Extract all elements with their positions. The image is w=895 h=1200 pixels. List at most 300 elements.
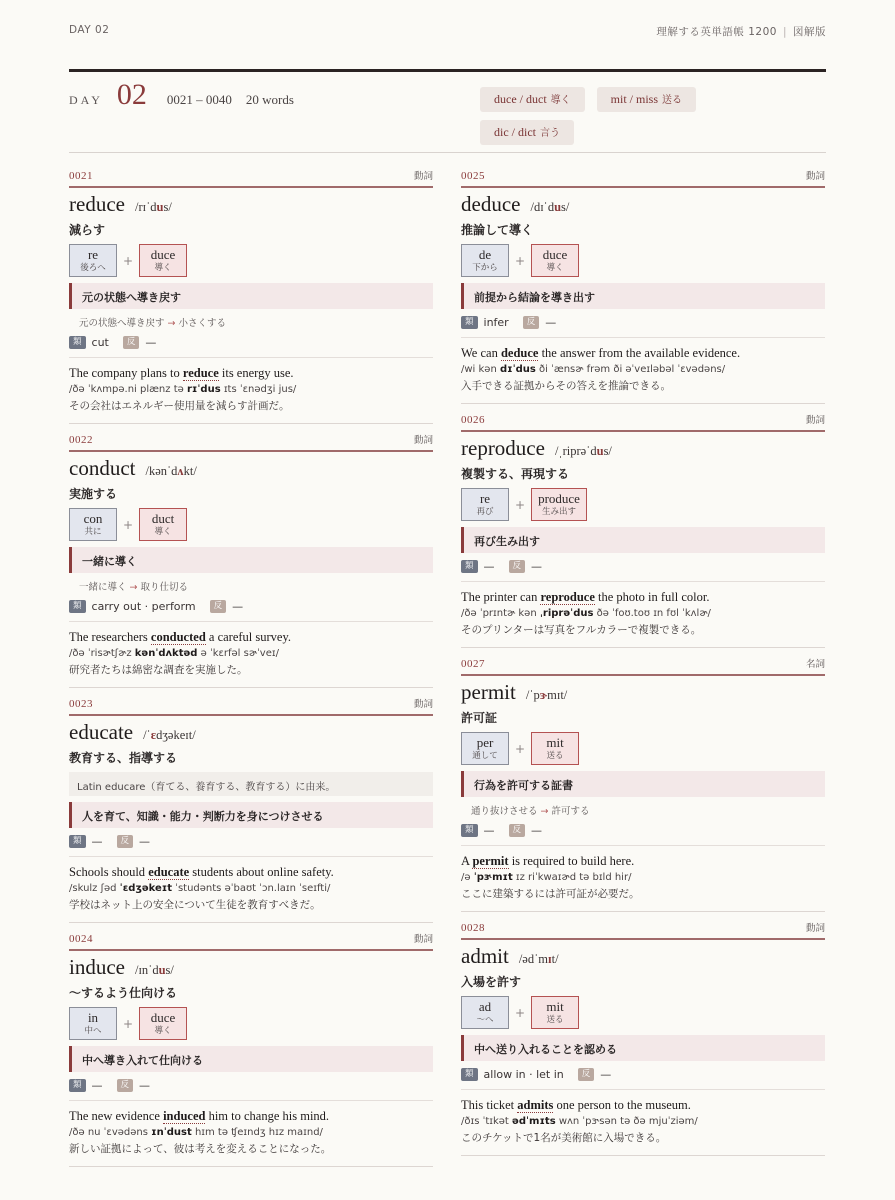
example-post: the answer from the available evidence. [538,346,741,360]
pronunciation [135,963,174,978]
antonym-tag: 反 [578,1068,595,1081]
pronunciation [519,952,559,967]
example-ipa-pre: /ə [461,872,474,883]
word-entry [461,912,825,1156]
example-pre: The printer can [461,590,541,604]
derivation-step: 取り仕切る [140,582,189,593]
pronunciation-post: s/ [165,963,174,977]
antonyms: — [531,824,543,837]
morpheme-breakdown [461,244,825,277]
headword: reproduce [461,436,545,460]
derivation-step: 通り抜けさせる [471,806,538,817]
pronunciation-post: kt/ [183,464,197,478]
example-pronunciation [461,608,825,619]
pronunciation [145,464,196,479]
root-chip-meaning: 導く [550,95,571,106]
example [69,1101,433,1166]
entry-number: 0022 [69,434,93,446]
example-ipa-post: ði ˈænsɚ frəm ði əˈveɪləbəl ˈɛvədəns/ [535,364,726,375]
synonyms: — [483,560,495,573]
morpheme-gloss: 生み出す [541,507,576,517]
pronunciation-stress: ɝ [539,688,548,702]
pronunciation-stress: u [596,444,604,458]
synonym-tag: 類 [69,600,86,613]
root-chip[interactable] [597,87,696,112]
example-post: the photo in full color. [594,590,710,604]
entry-header [69,688,433,716]
entry-number: 0023 [69,698,93,710]
antonym-tag: 反 [117,835,134,848]
example-ipa-pre: /skulz ʃəd [69,883,120,894]
example-pronunciation [69,883,433,894]
word-entry [69,923,433,1167]
synonym-tag: 類 [461,824,478,837]
example-ipa-pre: /ðə nu ˈɛvədəns [69,1127,152,1138]
meaning: 教育する、指導する [69,751,178,765]
plus-sign: + [515,497,526,512]
antonym-tag: 反 [523,316,540,329]
root-chips [480,87,780,145]
example-ipa-stress: dɪˈdus [499,364,536,375]
pronunciation-pre: /ˌriprəˈd [554,444,597,458]
antonyms: — [139,835,151,848]
pronunciation [530,200,569,215]
morpheme-breakdown [69,244,433,277]
core-meaning-bar: 中へ導き入れて仕向ける [69,1046,433,1072]
example-highlight: conducted [150,630,206,644]
morpheme-breakdown [461,732,825,765]
synonym-tag: 類 [69,835,86,848]
headword-line [69,456,433,481]
prefix-box [69,1007,117,1040]
example-post: a careful survey. [205,630,292,644]
synonym-antonym-line [461,824,825,846]
example-ipa-stress: ˌriprəˈdus [539,608,594,619]
prefix-box [461,488,509,521]
entry-number: 0028 [461,922,485,934]
root-chip-meaning: 送る [662,95,682,106]
example-translation: このチケットで1名が美術館に入場できる。 [461,1132,667,1144]
synonyms: cut [91,336,109,349]
morpheme-gloss: 下から [472,263,498,273]
entry-header [461,160,825,188]
headword: deduce [461,192,521,216]
headword-line [69,192,433,217]
example-translation: そのプリンターは写真をフルカラーで複製できる。 [461,624,702,636]
pronunciation-post: dʒəkeɪt/ [156,728,196,742]
pronunciation-pre: /ˈp [525,688,540,702]
example [69,857,433,922]
pronunciation-pre: /ˈ [143,728,151,742]
headword: reduce [69,192,125,216]
part-of-speech: 動詞 [805,171,825,182]
example-post: him to change his mind. [205,1109,330,1123]
part-of-speech: 動詞 [805,923,825,934]
example-translation: 入手できる証拠からその答えを推論できる。 [461,380,671,392]
morpheme-breakdown [461,996,825,1029]
meaning-derivation [79,315,433,329]
running-head-separator: | [782,26,787,38]
example-sentence [69,1109,433,1124]
antonyms: — [600,1068,612,1081]
headword-line [69,955,433,980]
root-box [139,1007,187,1040]
prefix-box [461,996,509,1029]
part-of-speech: 動詞 [413,171,433,182]
pronunciation [135,200,172,215]
core-meaning-bar: 前提から結論を導き出す [461,283,825,309]
example-translation: 新しい証拠によって、彼は考えを変えることになった。 [69,1143,332,1155]
example-post: one person to the museum. [553,1098,691,1112]
entry-number: 0026 [461,414,485,426]
morpheme: per [476,735,494,750]
example-ipa-post: hɪm tə ʧeɪndʒ hɪz maɪnd/ [191,1127,323,1138]
derivation-step: 小さくする [178,318,227,329]
book-title: 理解する英単語帳 1200 [656,26,777,38]
example-ipa-post: ðə ˈfoʊ.toʊ ɪn fʊl ˈkʌlɚ/ [593,608,711,619]
example [461,338,825,403]
example-sentence [461,346,825,361]
example [461,582,825,647]
synonyms: — [91,1079,103,1092]
morpheme-gloss: 後ろへ [80,263,106,273]
example-ipa-stress: kənˈdʌktəd [134,648,198,659]
pronunciation-post: s/ [561,200,570,214]
example-ipa-stress: ɪnˈdust [151,1127,192,1138]
pronunciation-pre: /ədˈm [518,952,548,966]
example-translation: ここに建築するには許可証が必要だ。 [461,888,640,900]
synonym-antonym-line [461,316,825,338]
headword-line [461,680,825,705]
meaning: 入場を許す [461,975,522,989]
headword-line [69,720,433,745]
pronunciation-stress: ɛ [150,728,157,742]
part-of-speech: 動詞 [805,415,825,426]
example [461,1090,825,1155]
headword-line [461,436,825,461]
word-entry [461,648,825,912]
example-pre: A [461,854,473,868]
example-sentence [69,630,433,645]
synonyms: carry out · perform [91,600,196,613]
example-ipa-post: ə ˈkɛrfəl sɚˈveɪ/ [197,648,279,659]
running-head [69,24,826,39]
example-highlight: permit [472,854,509,868]
pronunciation-stress: ʌ [177,464,184,478]
example [69,358,433,423]
day-header [69,78,294,112]
core-meaning-bar: 行為を許可する証書 [461,771,825,797]
day-word-count: 20 words [245,92,294,107]
example-pre: The new evidence [69,1109,164,1123]
antonyms: — [232,600,244,613]
morpheme-breakdown [69,1007,433,1040]
word-entry [461,404,825,648]
part-of-speech: 動詞 [413,934,433,945]
word-entry [69,688,433,923]
pronunciation-stress: u [554,200,562,214]
pronunciation-pre: /dɪˈd [530,200,555,214]
header-rule [69,152,826,153]
example-highlight: induced [163,1109,206,1123]
example-ipa-pre: /wi kən [461,364,500,375]
morpheme: re [87,247,99,262]
example-ipa-pre: /ðɪs ˈtɪkət [461,1116,513,1127]
pronunciation-pre: /kənˈd [145,464,178,478]
example-sentence [461,1098,825,1113]
morpheme: ad [478,999,492,1014]
pronunciation-post: s/ [603,444,612,458]
example-sentence [461,590,825,605]
example-ipa-pre: /ðə ˈprɪntɚ kən [461,608,540,619]
meaning: 複製する、再現する [461,467,570,481]
word-entry [461,160,825,404]
morpheme-gloss: 共に [84,527,102,537]
morpheme: duct [151,511,175,526]
antonym-tag: 反 [123,336,140,349]
example-ipa-stress: ədˈmɪts [512,1116,556,1127]
meaning: 許可証 [461,711,498,725]
entry-number: 0027 [461,658,485,670]
pronunciation-stress: u [158,963,166,977]
pronunciation [143,728,196,743]
morpheme-gloss: 送る [546,1015,564,1025]
day-number: 02 [116,78,147,111]
example-ipa-pre: /ðə ˈkʌmpə.ni plænz tə [69,384,187,395]
plus-sign: + [123,1016,134,1031]
entry-number: 0021 [69,170,93,182]
etymology-note: Latin educare（育てる、養育する、教育する）に由来。 [69,772,433,796]
root-box [531,996,579,1029]
entry-header [461,912,825,940]
morpheme-breakdown [461,488,825,521]
morpheme: mit [546,735,564,750]
prefix-box [69,244,117,277]
running-head-title [656,24,826,39]
derivation-step: 許可する [551,806,590,817]
root-box [139,244,187,277]
example-post: its energy use. [218,366,294,380]
entry-header [69,923,433,951]
synonym-tag: 類 [461,560,478,573]
meaning: 減らす [69,223,106,237]
entry-header [69,424,433,452]
arrow-icon: → [540,806,549,817]
arrow-icon: → [129,582,138,593]
example-pronunciation [69,384,433,395]
headword-line [461,192,825,217]
example-pronunciation [461,872,825,883]
arrow-icon: → [167,318,176,329]
morpheme: duce [542,247,568,262]
morpheme-gloss: 導く [154,1026,172,1036]
antonym-tag: 反 [117,1079,134,1092]
part-of-speech: 動詞 [413,699,433,710]
root-chip-root: mit / miss [610,92,658,106]
prefix-box [69,508,117,541]
example-sentence [69,366,433,381]
example-pre: We can [461,346,501,360]
example-ipa-stress: ˈpɝmɪt [473,872,513,883]
headword: permit [461,680,516,704]
synonyms: allow in · let in [483,1068,564,1081]
example-translation: 学校はネット上の安全について生徒を教育すべきだ。 [69,899,321,911]
synonym-antonym-line [69,600,433,622]
top-rule [69,69,826,72]
example-sentence [461,854,825,869]
derivation-step: 一緒に導く [79,582,127,593]
morpheme-breakdown [69,508,433,541]
example-pronunciation [461,1116,825,1127]
headword: induce [69,955,125,979]
core-meaning-bar: 元の状態へ導き戻す [69,283,433,309]
core-meaning-bar: 人を育て、知識・能力・判断力を身につけさせる [69,802,433,828]
headword: conduct [69,456,136,480]
morpheme-gloss: 再び [476,507,494,517]
meaning: 実施する [69,487,118,501]
morpheme-gloss: 導く [546,263,564,273]
headword-line [461,944,825,969]
pronunciation-pre: /rɪˈd [134,200,157,214]
morpheme: mit [546,999,564,1014]
root-chip-root: duce / duct [494,92,547,106]
meaning-derivation [79,579,433,593]
example [461,846,825,911]
headword: educate [69,720,134,744]
example-highlight: reduce [182,366,219,380]
word-entry [69,160,433,424]
pronunciation-stress: u [156,200,164,214]
morpheme: produce [538,491,580,506]
morpheme-gloss: 導く [154,527,172,537]
example [69,622,433,687]
morpheme: con [83,511,103,526]
plus-sign: + [515,1005,526,1020]
morpheme-gloss: 〜へ [476,1015,494,1025]
entry-header [69,160,433,188]
synonym-antonym-line [69,336,433,358]
meaning-derivation [471,803,825,817]
pronunciation-post: t/ [551,952,559,966]
antonyms: — [545,316,557,329]
root-box [139,508,187,541]
synonyms: — [91,835,103,848]
example-ipa-pre: /ðə ˈrisɚtʃɚz [69,648,135,659]
example-ipa-post: wʌn ˈpɝsən tə ðə mjuˈziəm/ [555,1116,698,1127]
plus-sign: + [123,517,134,532]
meaning: 推論して導く [461,223,534,237]
synonym-tag: 類 [69,336,86,349]
entry-header [461,404,825,432]
example-ipa-stress: ˈɛdʒəkeɪt [119,883,173,894]
morpheme-gloss: 導く [154,263,172,273]
antonyms: — [145,336,157,349]
synonym-antonym-line [69,1079,433,1101]
example-translation: 研究者たちは綿密な調査を実施した。 [69,664,248,676]
synonyms: infer [483,316,509,329]
core-meaning-bar: 再び生み出す [461,527,825,553]
left-column [69,160,433,1167]
part-of-speech: 名詞 [805,659,825,670]
example-highlight: educate [148,865,190,879]
core-meaning-bar: 中へ送り入れることを認める [461,1035,825,1061]
pronunciation-post: s/ [163,200,172,214]
root-chip-meaning: 言う [540,128,560,139]
morpheme: de [478,247,492,262]
example-pronunciation [69,1127,433,1138]
antonym-tag: 反 [210,600,227,613]
root-chip[interactable] [480,87,585,112]
pronunciation-pre: /ɪnˈd [134,963,159,977]
synonym-tag: 類 [461,1068,478,1081]
example-ipa-post: ɪts ˈɛnədʒi jus/ [220,384,297,395]
example-highlight: deduce [500,346,539,360]
example-sentence [69,865,433,880]
synonym-antonym-line [461,1068,825,1090]
example-highlight: reproduce [540,590,595,604]
edition-label: 図解版 [793,26,826,38]
root-box [531,732,579,765]
pronunciation [555,444,612,459]
synonym-antonym-line [69,835,433,857]
example-translation: その会社はエネルギー使用量を減らす計画だ。 [69,400,290,412]
meaning: 〜するよう仕向ける [69,986,178,1000]
core-meaning-bar: 一緒に導く [69,547,433,573]
word-entry [69,424,433,688]
entry-number: 0024 [69,933,93,945]
prefix-box [461,244,509,277]
morpheme: re [479,491,491,506]
prefix-box [461,732,509,765]
morpheme-gloss: 中へ [84,1026,102,1036]
derivation-step: 元の状態へ導き戻す [79,318,165,329]
entry-header [461,648,825,676]
antonyms: — [531,560,543,573]
day-label: DAY [69,93,103,107]
example-pre: The researchers [69,630,151,644]
pronunciation-stress: ɪ [548,952,552,966]
synonym-tag: 類 [461,316,478,329]
root-box [531,488,587,521]
example-pre: The company plans to [69,366,183,380]
example-pre: This ticket [461,1098,518,1112]
headword: admit [461,944,509,968]
antonyms: — [139,1079,151,1092]
example-ipa-post: ɪz riˈkwaɪɚd tə bɪld hir/ [512,872,632,883]
part-of-speech: 動詞 [413,435,433,446]
running-head-day: DAY 02 [69,24,110,36]
morpheme-gloss: 通して [472,751,498,761]
example-pronunciation [461,364,825,375]
antonym-tag: 反 [509,560,526,573]
pronunciation-post: mɪt/ [547,688,568,702]
synonym-antonym-line [461,560,825,582]
root-chip[interactable] [480,120,574,145]
example-pronunciation [69,648,433,659]
synonym-tag: 類 [69,1079,86,1092]
entry-number: 0025 [461,170,485,182]
plus-sign: + [515,741,526,756]
morpheme: duce [150,247,176,262]
right-column [461,160,825,1156]
plus-sign: + [123,253,134,268]
morpheme-gloss: 送る [546,751,564,761]
morpheme: duce [150,1010,176,1025]
example-post: students about online safety. [189,865,334,879]
root-chip-root: dic / dict [494,125,536,139]
plus-sign: + [515,253,526,268]
example-pre: Schools should [69,865,149,879]
